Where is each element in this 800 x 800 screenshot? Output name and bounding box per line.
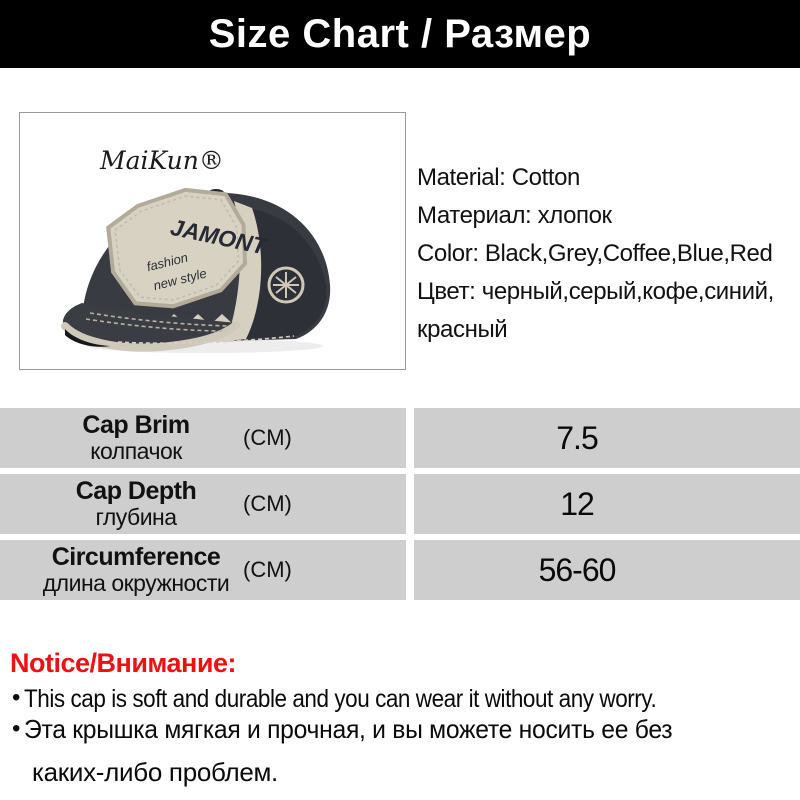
bullet-icon: • [12, 684, 21, 711]
cap-illustration [20, 113, 405, 369]
title-banner [0, 0, 800, 68]
row-value: 56-60 [538, 551, 616, 588]
row-value: 7.5 [556, 419, 598, 456]
notice-bullet-2 [12, 714, 707, 745]
patch-word-3: new style [151, 265, 209, 294]
notice-bullet-1 [12, 684, 727, 714]
detail-color-ru-cont: красный [417, 316, 508, 343]
product-details [417, 163, 797, 353]
notice-bullet-1-text: This cap is soft and durable and you can wear it without any worry. [24, 685, 657, 713]
row-label [0, 408, 272, 468]
detail-material-en: Material: Cotton [417, 164, 581, 191]
row-label-en: Cap Depth [75, 477, 197, 505]
side-emblem [269, 268, 303, 302]
row-value-cell [414, 540, 800, 600]
row-label-cell [0, 474, 406, 534]
notice-heading: Notice/Внимание: [10, 648, 236, 678]
notice-bullet-2-continuation: каких-либо проблем. [32, 757, 278, 787]
row-value-cell [414, 408, 800, 468]
notice-bullet-2-text: Эта крышка мягкая и прочная, и вы можете носить ее без [24, 714, 673, 744]
row-label-en: Cap Brim [82, 411, 190, 439]
detail-material-ru: Материал: хлопок [417, 202, 612, 229]
row-unit: (CM) [243, 557, 292, 582]
patch-word-main: JAMONT [168, 213, 269, 260]
row-value-cell [414, 474, 800, 534]
table-row [0, 408, 800, 468]
detail-color-ru: Цвет: черный,серый,кофе,синий, [417, 278, 774, 305]
product-photo [19, 112, 406, 370]
row-unit: (CM) [243, 491, 292, 516]
row-label-cell [0, 540, 406, 600]
row-label-ru: колпачок [90, 438, 182, 464]
page-title: Size Chart / Размер [208, 11, 592, 56]
bullet-icon: • [12, 715, 21, 742]
brand-logo-text: MaiKun® [100, 146, 224, 175]
row-label [0, 540, 272, 600]
row-label-ru: длина окружности [42, 570, 230, 596]
row-label [0, 474, 272, 534]
row-label-ru: глубина [95, 504, 177, 530]
detail-color-en: Color: Black,Grey,Coffee,Blue,Red [417, 240, 773, 267]
row-label-en: Circumference [51, 543, 221, 571]
row-unit: (CM) [243, 425, 292, 450]
table-row [0, 540, 800, 600]
row-value: 12 [560, 485, 594, 522]
table-row [0, 474, 800, 534]
patch-word-2: fashion [145, 249, 190, 275]
row-label-cell [0, 408, 406, 468]
